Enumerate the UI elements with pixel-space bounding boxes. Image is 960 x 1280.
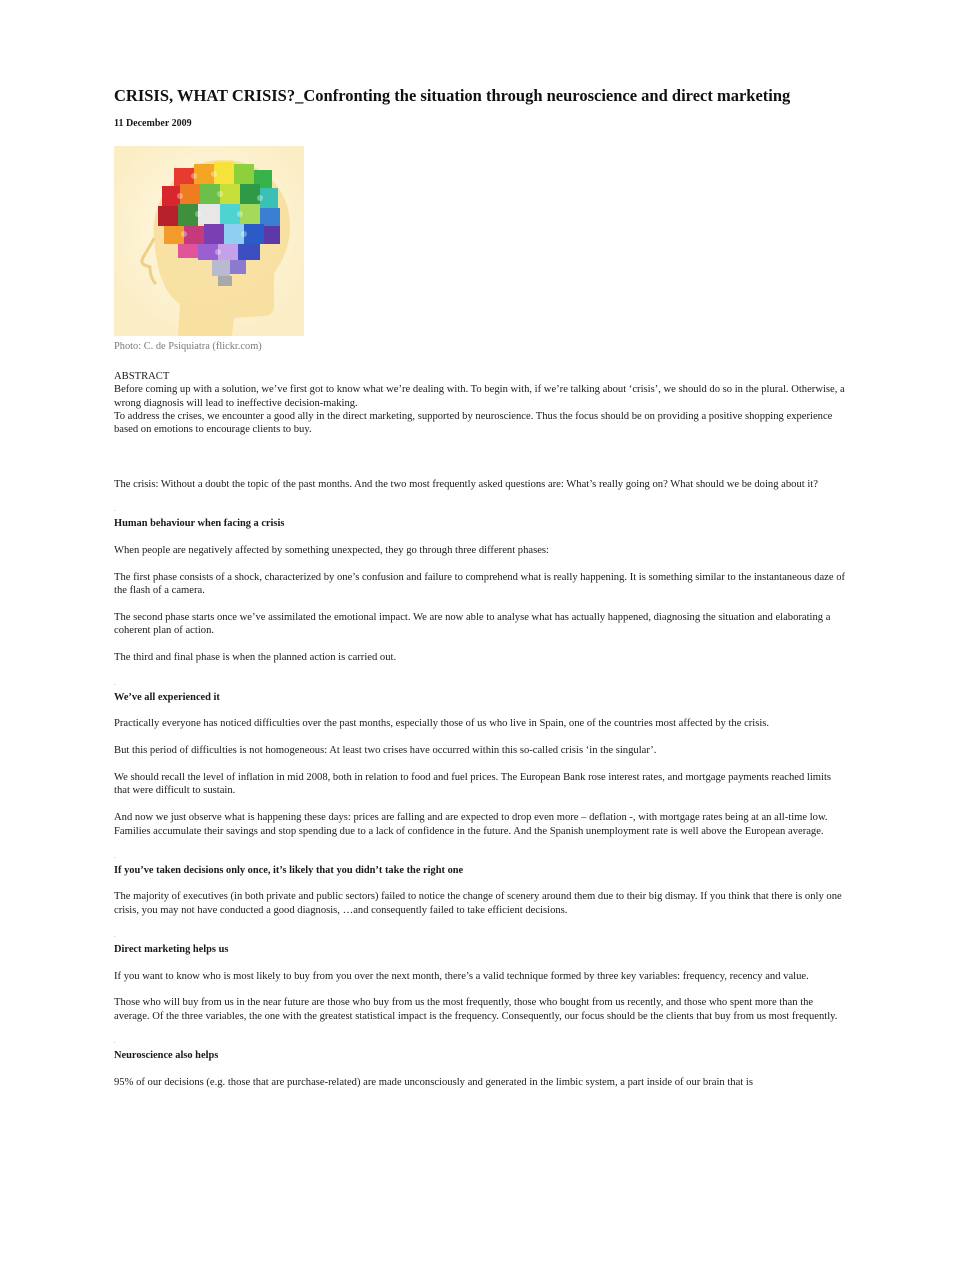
article <box>114 86 846 1089</box>
section-heading: Neuroscience also helps <box>114 1050 219 1062</box>
section-paragraph: If you want to know who is most likely to buy from you over the next month, there’s a valid technique formed by three key variables: frequency, recency and value. <box>114 970 809 982</box>
section-paragraph: Practically everyone has noticed difficulties over the past months, especially those of us who live in Spain, one of the countries most affected by the crisis. <box>114 718 770 729</box>
section-paragraph: We should recall the level of inflation in mid 2008, both in relation to food and fuel prices. The European Bank rose interest rates, and mortgage payments reached limits that were difficult to sustain. <box>114 771 832 797</box>
section-paragraph: 95% of our decisions (e.g. those that are purchase-related) are made unconsciously and generated in the limbic system, a part inside of our brain that is <box>114 1076 753 1088</box>
section-paragraph: The second phase starts once we’ve assimilated the emotional impact. We are now able to analyse what has actually happened, diagnosing the situation and elaborating a coherent plan of action. <box>114 611 831 637</box>
photo-caption: Photo: C. de Psiquiatra (flickr.com) <box>114 341 262 353</box>
section-separator: . <box>114 680 116 687</box>
section-paragraph: The majority of executives (in both private and public sectors) failed to notice the change of scenery around them due to their big dismay. If you think that there is only one crisis, you may not have conducted a good diagnosis, …and consequently failed to take efficient decisions. <box>114 891 842 916</box>
section-paragraph: And now we just observe what is happening these days: prices are falling and are expected to drop even more – deflation -, with mortgage rates being at an all-time low. Families accumulate their savings and stop spending due to a lack of confidence in the future. And the Spanish unemployment rate is well above the European average. <box>114 812 828 837</box>
section-separator: . <box>114 853 116 860</box>
section-separator: . <box>114 933 116 940</box>
article-date: 11 December 2009 <box>114 118 192 129</box>
section-heading: We’ve all experienced it <box>114 691 220 703</box>
section-paragraph: But this period of difficulties is not homogeneous: At least two crises have occurred within this so-called crisis ‘in the singular’. <box>114 744 657 756</box>
abstract-heading: ABSTRACT <box>114 370 170 382</box>
section-separator: . <box>114 1039 116 1046</box>
brain-puzzle-illustration <box>114 146 304 336</box>
section-heading: If you’ve taken decisions only once, it’s likely that you didn’t take the right one <box>114 864 464 876</box>
section-paragraph: Those who will buy from us in the near future are those who buy from us the most frequently, those who bought from us recently, and those who spent more than the average. Of the three variables, the one with the greatest statistical impact is the frequency. Consequently, our focus should be the clients that buy from us most frequently. <box>114 997 838 1022</box>
section-paragraph: The third and final phase is when the planned action is carried out. <box>114 652 397 664</box>
article-title: CRISIS, WHAT CRISIS?_Confronting the situation through neuroscience and direct marketing <box>114 86 791 105</box>
abstract-paragraph: To address the crises, we encounter a good ally in the direct marketing, supported by neuroscience. Thus the focus should be on providing a positive shopping experience based on emotions to encourage clients to buy. <box>114 411 833 436</box>
intro-paragraph: The crisis: Without a doubt the topic of the past months. And the two most frequently asked questions are: What’s really going on? What should we be doing about it? <box>114 478 818 490</box>
section-heading: Human behaviour when facing a crisis <box>114 518 285 530</box>
section-heading: Direct marketing helps us <box>114 944 229 956</box>
section-paragraph: When people are negatively affected by something unexpected, they go through three different phases: <box>114 544 549 556</box>
section-separator: . <box>114 507 116 514</box>
brain-puzzle-photo[interactable] <box>114 146 304 336</box>
abstract-paragraph: Before coming up with a solution, we’ve first got to know what we’re dealing with. To begin with, if we’re talking about ‘crisis’, we should do so in the plural. Otherwise, a wrong diagnosis will lead to ineffective decision-making. <box>114 384 845 409</box>
section-paragraph: The first phase consists of a shock, characterized by one’s confusion and failure to comprehend what is really happening. It is something similar to the instantaneous daze of the flash of a camera. <box>114 571 846 596</box>
